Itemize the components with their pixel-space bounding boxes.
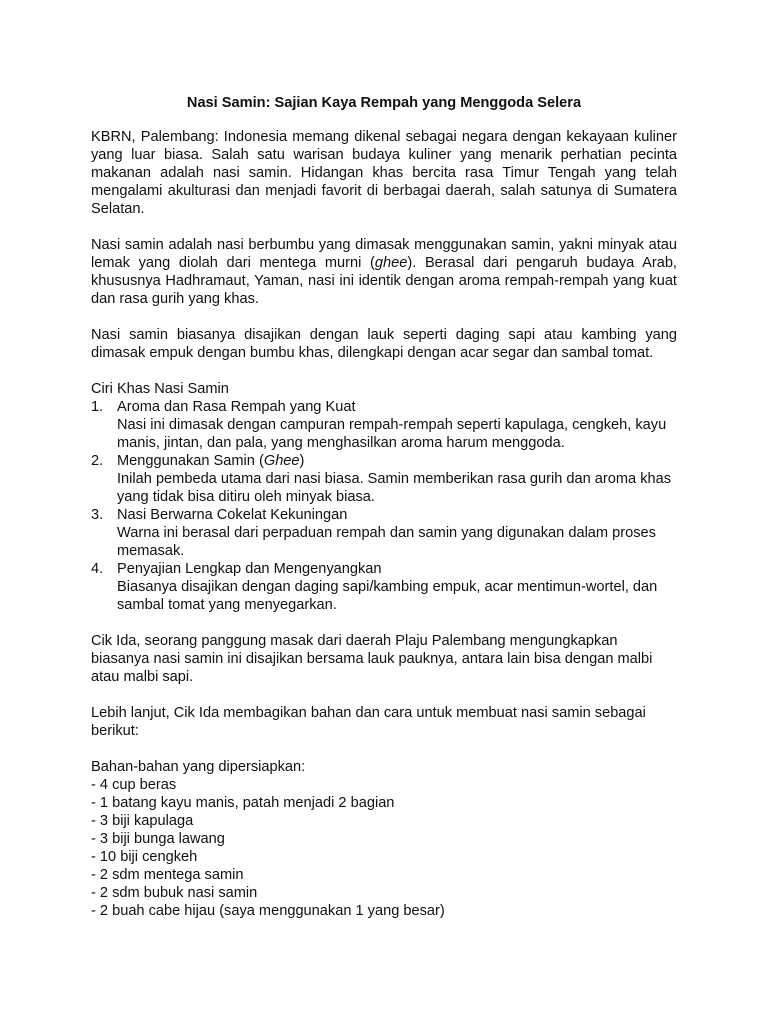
- ciri-item: [91, 398, 677, 452]
- definition-italic-ghee: ghee: [374, 255, 408, 271]
- paragraph-definition: [91, 236, 677, 308]
- ciri-item-title: Penyajian Lengkap dan Mengenyangkan: [117, 561, 382, 577]
- bahan-list: [91, 776, 677, 920]
- paragraph-serving: Nasi samin biasanya disajikan dengan lauk seperti daging sapi atau kambing yang dimasak empuk dengan bumbu khas, dilengkapi dengan acar segar dan sambal tomat.: [91, 327, 677, 361]
- ciri-item: [91, 506, 677, 560]
- ciri-item-title: Aroma dan Rasa Rempah yang Kuat: [117, 399, 356, 415]
- bahan-item: - 2 sdm mentega samin: [91, 867, 244, 883]
- bahan-item: - 4 cup beras: [91, 777, 177, 793]
- ciri-item-title: [117, 453, 304, 469]
- definition-text-start: Nasi samin adalah nasi berbumbu yang dimasak menggunakan samin, yakni minyak atau lemak yang diolah dari mentega murni (: [91, 237, 677, 271]
- ciri-item-title-end: ): [299, 453, 305, 469]
- bahan-item: - 3 biji kapulaga: [91, 813, 194, 829]
- paragraph-intro: KBRN, Palembang: Indonesia memang dikenal sebagai negara dengan kekayaan kuliner yang luar biasa. Salah satu warisan budaya kuliner yang menarik perhatian pecinta makanan adalah nasi samin. Hidangan khas bercita rasa Timur Tengah yang telah mengalami akulturasi dan menjadi favorit di berbagai daerah, salah satunya di Sumatera Selatan.: [91, 129, 677, 217]
- bahan-item: - 2 buah cabe hijau (saya menggunakan 1 yang besar): [91, 903, 445, 919]
- ciri-item-number: 2.: [91, 453, 104, 469]
- bahan-item: - 2 sdm bubuk nasi samin: [91, 885, 258, 901]
- definition-text-end: ). Berasal dari pengaruh budaya Arab, khususnya Hadhramaut, Yaman, nasi ini identik dengan aroma rempah-rempah yang kuat dan rasa gurih yang khas.: [91, 255, 677, 307]
- article-title: Nasi Samin: Sajian Kaya Rempah yang Menggoda Selera: [186, 95, 582, 111]
- ciri-item: [91, 452, 677, 506]
- ciri-item-title: Nasi Berwarna Cokelat Kekuningan: [117, 507, 348, 523]
- bahan-item: - 3 biji bunga lawang: [91, 831, 225, 847]
- ciri-item-desc: Nasi ini dimasak dengan campuran rempah-rempah seperti kapulaga, cengkeh, kayu manis, jintan, dan pala, yang menghasilkan aroma harum menggoda.: [117, 417, 667, 451]
- ciri-list: [91, 398, 677, 614]
- ciri-heading: Ciri Khas Nasi Samin: [91, 381, 229, 397]
- ciri-item-number: 3.: [91, 507, 104, 523]
- ciri-item: [91, 560, 677, 614]
- bahan-heading: Bahan-bahan yang dipersiapkan:: [91, 759, 306, 775]
- ciri-item-number: 1.: [91, 399, 104, 415]
- paragraph-recipe-intro: Lebih lanjut, Cik Ida membagikan bahan dan cara untuk membuat nasi samin sebagai berikut:: [91, 705, 646, 739]
- document-page: [91, 94, 677, 920]
- ciri-item-desc: Warna ini berasal dari perpaduan rempah dan samin yang digunakan dalam proses memasak.: [117, 525, 656, 559]
- ciri-item-title-italic: Ghee: [263, 453, 300, 469]
- paragraph-cik-ida: Cik Ida, seorang panggung masak dari daerah Plaju Palembang mengungkapkan biasanya nasi samin ini disajikan bersama lauk pauknya, antara lain bisa dengan malbi atau malbi sapi.: [91, 633, 653, 685]
- bahan-item: - 10 biji cengkeh: [91, 849, 198, 865]
- ciri-item-number: 4.: [91, 561, 104, 577]
- bahan-item: - 1 batang kayu manis, patah menjadi 2 bagian: [91, 795, 395, 811]
- ciri-item-desc: Biasanya disajikan dengan daging sapi/kambing empuk, acar mentimun-wortel, dan sambal tomat yang menyegarkan.: [117, 579, 658, 613]
- ciri-item-desc: Inilah pembeda utama dari nasi biasa. Samin memberikan rasa gurih dan aroma khas yang tidak bisa ditiru oleh minyak biasa.: [117, 471, 672, 505]
- ciri-item-title-start: Menggunakan Samin (: [117, 453, 264, 469]
